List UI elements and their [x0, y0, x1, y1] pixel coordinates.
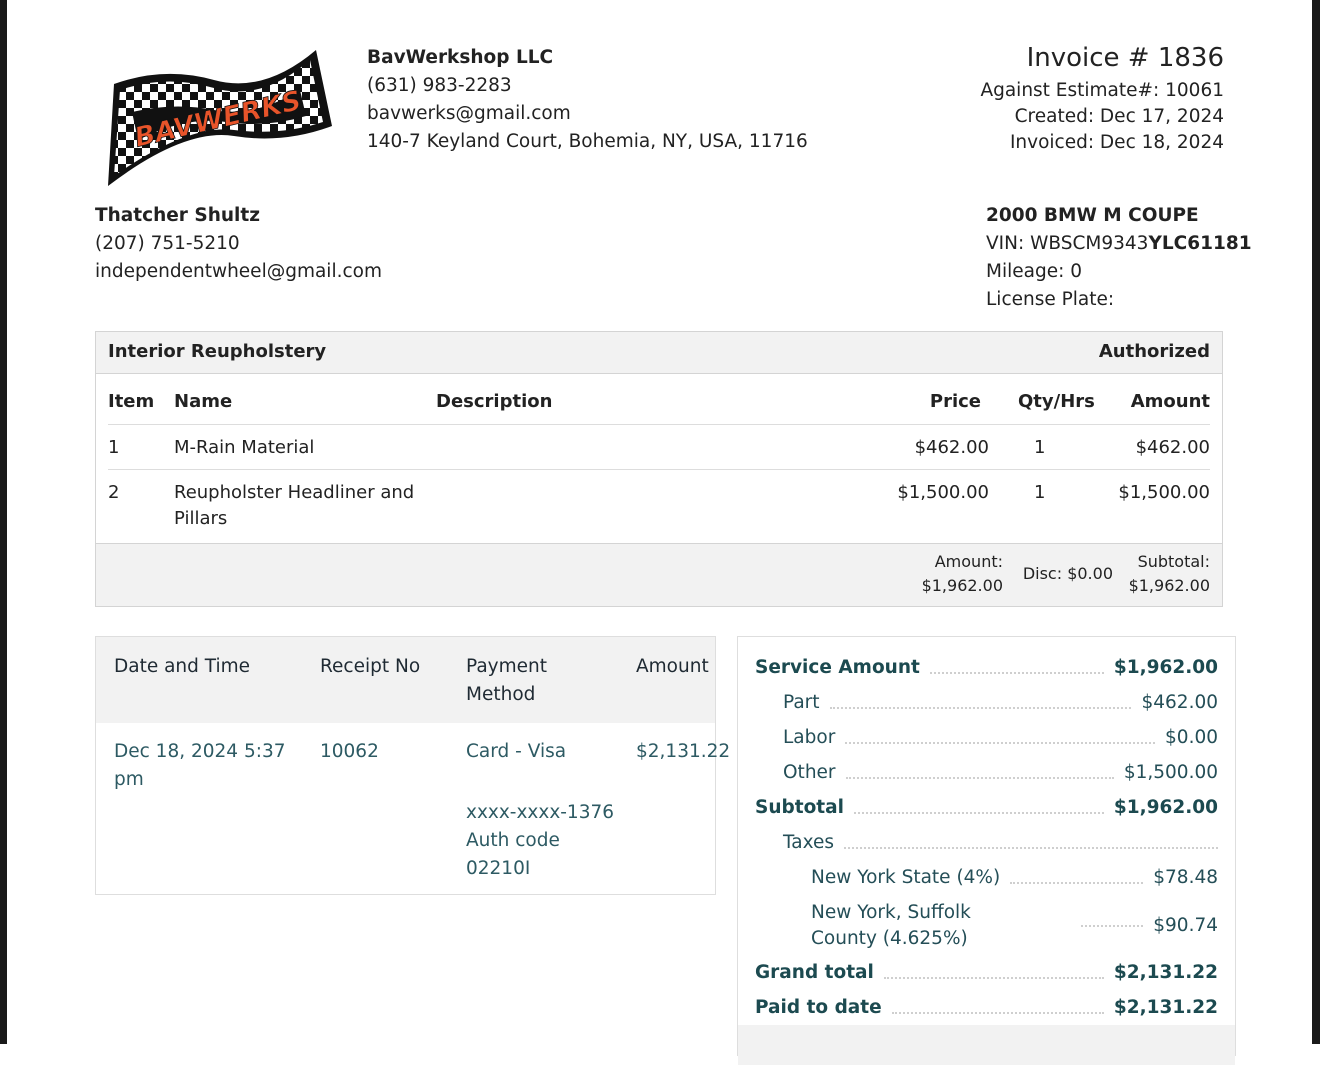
- leader-dots: [845, 742, 1155, 744]
- vehicle-mileage: Mileage: 0: [986, 261, 1082, 282]
- leader-dots: [1081, 925, 1143, 927]
- payment-date: Dec 18, 2024 5:37: [114, 741, 286, 762]
- service-status: Authorized: [1098, 341, 1210, 362]
- row-amount: $1,500.00: [1118, 482, 1210, 503]
- payments-table: [95, 636, 731, 895]
- invoice-summary: [737, 636, 1236, 1056]
- summary-label: Service Amount: [755, 657, 920, 678]
- leader-dots: [884, 977, 1104, 979]
- customer-name: Thatcher Shultz: [95, 205, 260, 226]
- payments-header: [96, 637, 715, 723]
- company-info: [367, 44, 808, 156]
- service-header: [96, 332, 1222, 374]
- invoice-invoiced: Invoiced: Dec 18, 2024: [1009, 132, 1224, 153]
- company-address: 140-7 Keyland Court, Bohemia, NY, USA, 11716: [367, 131, 808, 152]
- col-receipt: Receipt No: [320, 656, 421, 677]
- page-edge-left: [0, 0, 7, 1044]
- col-amount: Amount: [1130, 391, 1210, 412]
- payment-method: Card - Visa: [466, 741, 567, 762]
- row-price: $462.00: [914, 437, 989, 458]
- summary-value: $78.48: [1153, 867, 1218, 888]
- row-name-line2: Pillars: [174, 508, 228, 529]
- vehicle-plate: License Plate:: [986, 289, 1115, 310]
- summary-value: $1,500.00: [1123, 762, 1218, 783]
- summary-value: $1,962.00: [1113, 797, 1218, 818]
- summary-taxes: [783, 830, 1218, 856]
- vehicle-info: [986, 202, 1252, 314]
- summary-label: Subtotal: [755, 797, 844, 818]
- summary-service-amount: [755, 655, 1218, 681]
- summary-tax-ny-state: [811, 865, 1218, 891]
- summary-value: $1,962.00: [1113, 657, 1218, 678]
- summary-label: [811, 900, 971, 952]
- invoice-title: Invoice # 1836: [1026, 43, 1224, 73]
- invoice-created: Created: Dec 17, 2024: [1014, 106, 1224, 127]
- leader-dots: [846, 777, 1114, 779]
- summary-grand-total: [755, 960, 1218, 986]
- company-email: bavwerks@gmail.com: [367, 103, 571, 124]
- summary-label: Other: [783, 762, 836, 783]
- col-method-line2: Method: [466, 684, 536, 705]
- summary-subtotal: [755, 795, 1218, 821]
- summary-labor: [783, 725, 1218, 751]
- leader-dots: [844, 847, 1218, 849]
- company-phone: (631) 983-2283: [367, 75, 512, 96]
- leader-dots: [1010, 882, 1143, 884]
- invoice-estimate: Against Estimate#: 10061: [980, 80, 1224, 101]
- leader-dots: [892, 1012, 1104, 1014]
- payment-auth-code: 02210I: [466, 858, 531, 879]
- vin-suffix: YLC61181: [1148, 233, 1252, 254]
- row-price: $1,500.00: [897, 482, 989, 503]
- summary-label: Labor: [783, 727, 836, 748]
- col-qty: Qty/Hrs: [1018, 391, 1095, 412]
- summary-label: New York State (4%): [811, 867, 1001, 888]
- col-amount: Amount: [636, 656, 709, 677]
- page-edge-right: [1312, 0, 1320, 1044]
- footer-subtotal-label: Subtotal:: [1137, 552, 1210, 571]
- customer-info: [95, 202, 382, 286]
- row-qty: 1: [1034, 437, 1046, 458]
- summary-other: [783, 760, 1218, 786]
- payment-date-line2: pm: [114, 769, 144, 790]
- summary-value: $2,131.22: [1113, 997, 1218, 1018]
- vin-prefix: VIN: WBSCM9343: [986, 233, 1149, 254]
- footer-amount-value: $1,962.00: [921, 576, 1003, 595]
- summary-paid-to-date: [755, 995, 1218, 1021]
- payment-card: xxxx-xxxx-1376: [466, 802, 615, 823]
- row-item: 2: [108, 482, 120, 503]
- leader-dots: [930, 672, 1104, 674]
- col-name: Name: [174, 391, 233, 412]
- invoice-header: [980, 40, 1224, 156]
- summary-label: Paid to date: [755, 997, 882, 1018]
- summary-footer: [738, 1025, 1235, 1065]
- payment-receipt: 10062: [320, 741, 379, 762]
- footer-amount: [922, 550, 1003, 598]
- summary-label: Taxes: [783, 832, 834, 853]
- company-logo: [94, 44, 356, 192]
- summary-value: $462.00: [1141, 692, 1218, 713]
- col-date: Date and Time: [114, 656, 251, 677]
- summary-tax-ny-suffolk: [811, 900, 1218, 952]
- leader-dots: [854, 812, 1104, 814]
- service-title: Interior Reupholstery: [108, 341, 327, 362]
- col-item: Item: [108, 391, 155, 412]
- company-name: BavWerkshop LLC: [367, 47, 554, 68]
- footer-subtotal: [1129, 550, 1210, 598]
- payment-auth-label: Auth code: [466, 830, 560, 851]
- col-method: Payment: [466, 656, 547, 677]
- vehicle-name: 2000 BMW M COUPE: [986, 205, 1199, 226]
- customer-email: independentwheel@gmail.com: [95, 261, 382, 282]
- summary-label: Part: [783, 692, 820, 713]
- summary-value: $2,131.22: [1113, 962, 1218, 983]
- row-divider: [108, 424, 1210, 425]
- payment-amount: $2,131.22: [636, 741, 731, 762]
- row-amount: $462.00: [1135, 437, 1210, 458]
- service-section: [95, 331, 1223, 607]
- footer-amount-label: Amount:: [934, 552, 1003, 571]
- summary-label: Grand total: [755, 962, 874, 983]
- summary-part: [783, 690, 1218, 716]
- vehicle-vin: [986, 230, 1252, 258]
- row-name: Reupholster Headliner and: [174, 482, 415, 503]
- leader-dots: [830, 707, 1132, 709]
- customer-phone: (207) 751-5210: [95, 233, 240, 254]
- footer-subtotal-value: $1,962.00: [1128, 576, 1210, 595]
- summary-value: $0.00: [1165, 727, 1218, 748]
- logo-text: BAVWERKS: [131, 85, 305, 154]
- service-totals: [96, 543, 1222, 606]
- row-divider: [108, 469, 1210, 470]
- row-qty: 1: [1034, 482, 1046, 503]
- col-description: Description: [436, 391, 553, 412]
- row-name: M-Rain Material: [174, 437, 315, 458]
- summary-value: $90.74: [1153, 915, 1218, 936]
- summary-label-line1: New York, Suffolk: [811, 902, 971, 923]
- summary-label-line2: County (4.625%): [811, 928, 968, 949]
- footer-discount: Disc: $0.00: [1022, 564, 1113, 583]
- row-item: 1: [108, 437, 120, 458]
- col-price: Price: [929, 391, 981, 412]
